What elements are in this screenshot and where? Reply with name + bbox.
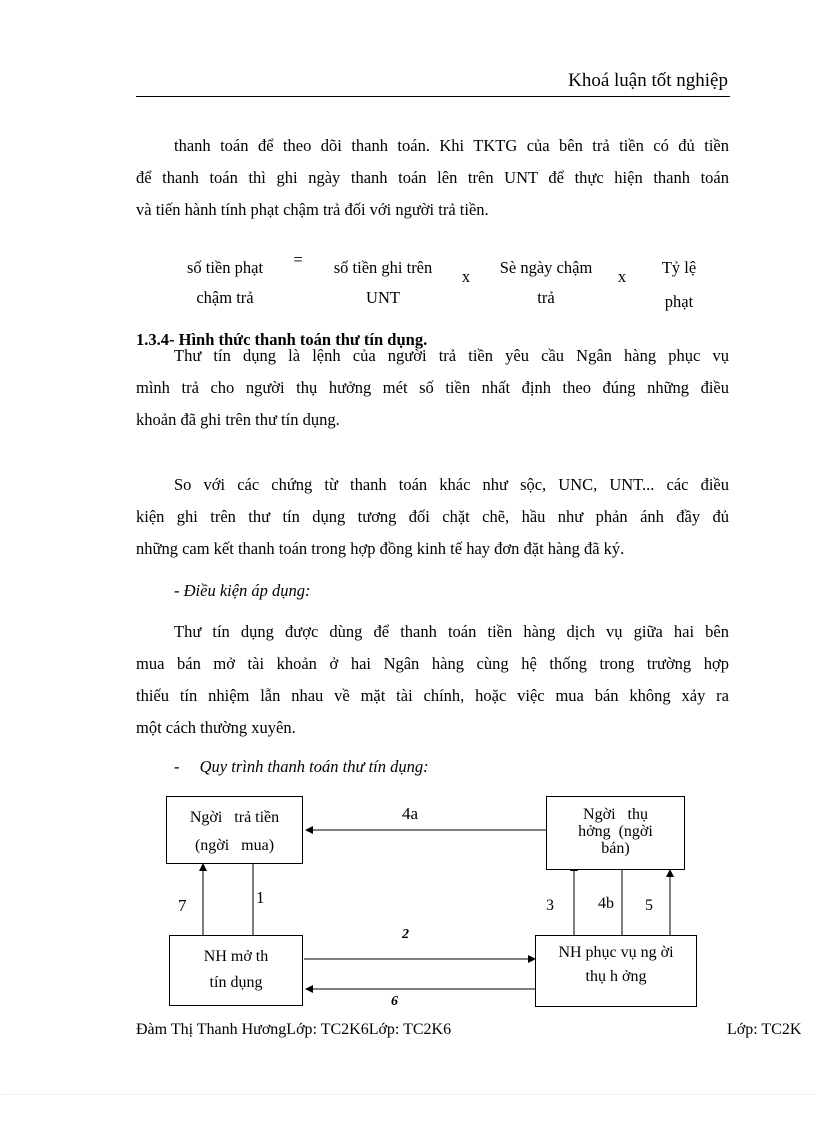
paragraph-line: Thư tín dụng là lệnh của người trả tiền yêu cầu Ngân hàng phục vụ bbox=[174, 346, 729, 365]
paragraph-line: những cam kết thanh toán trong hợp đồng kinh tế hay đơn đặt hàng đã ký. bbox=[136, 539, 625, 558]
payee-box-line: bán) bbox=[601, 840, 630, 857]
payee-box-line: hởng (ngời bbox=[578, 823, 653, 840]
arrow-label-4b: 4b bbox=[598, 895, 614, 912]
issuing-bank-box-line: tín dụng bbox=[209, 974, 263, 991]
page-bottom-divider bbox=[0, 1094, 816, 1095]
formula-term-line: UNT bbox=[366, 288, 400, 307]
arrow-label-2: 2 bbox=[402, 927, 409, 942]
paragraph-line: thiếu tín nhiệm lẫn nhau về mặt tài chính, hoặc việc mua bán không xảy ra bbox=[136, 686, 729, 705]
paragraph-line: mình trả cho người thụ hưởng mét số tiền nhất định theo đúng những điều bbox=[136, 378, 729, 397]
paragraph-line: Thư tín dụng được dùng để thanh toán tiền hàng dịch vụ giữa hai bên bbox=[174, 622, 729, 641]
paragraph-line: để thanh toán thì ghi ngày thanh toán lên trên UNT để thực hiện thanh toán bbox=[136, 168, 729, 187]
paragraph-line: và tiến hành tính phạt chậm trả đối với người trả tiền. bbox=[136, 200, 489, 219]
issuing-bank-box-line: NH mở th bbox=[203, 948, 269, 965]
serving-bank-box-line: NH phục vụ ng ời bbox=[558, 944, 674, 961]
payer-box-line: (ngời mua) bbox=[194, 837, 275, 854]
conditions-label: - Điều kiện áp dụng: bbox=[174, 581, 311, 600]
arrow-label-1: 1 bbox=[256, 888, 265, 907]
paragraph-line: So với các chứng từ thanh toán khác như sộc, UNC, UNT... các điều bbox=[174, 475, 729, 494]
formula-term-line: trả bbox=[537, 288, 555, 307]
footer-class: Lớp: TC2K bbox=[727, 1021, 802, 1038]
serving-bank-box-line: thụ h ởng bbox=[585, 968, 647, 985]
formula-times: x bbox=[461, 267, 471, 286]
section-heading: 1.3.4- Hình thức thanh toán thư tín dụng. bbox=[136, 330, 428, 349]
paragraph-line: một cách thường xuyên. bbox=[136, 718, 296, 737]
payer-box-line: Ngời trả tiền bbox=[189, 809, 280, 826]
arrow-label-5: 5 bbox=[645, 897, 653, 914]
payee-box-line: Ngời thụ bbox=[583, 806, 648, 823]
serving-bank-box bbox=[535, 935, 697, 1007]
formula-equals: = bbox=[293, 250, 303, 269]
paragraph-line: mua bán mở tài khoản ở hai Ngân hàng cùng hệ thống trong trường hợp bbox=[136, 654, 729, 673]
formula-term-line: Tỷ lệ bbox=[661, 258, 697, 277]
formula-times: x bbox=[617, 267, 627, 286]
formula-term-line: Sè ngày chậm bbox=[499, 258, 593, 277]
arrow-label-7: 7 bbox=[178, 896, 187, 915]
paragraph-line: kiện ghi trên thư tín dụng tương đối chặt chẽ, hầu như phản ánh đầy đủ bbox=[136, 507, 729, 526]
formula-term-line: số tiền phạt bbox=[186, 258, 264, 277]
process-label-dash: - bbox=[174, 757, 180, 776]
running-header-title: Khoá luận tốt nghiệp bbox=[568, 70, 728, 91]
paragraph-line: khoản đã ghi trên thư tín dụng. bbox=[136, 410, 340, 429]
payee-box bbox=[546, 796, 685, 870]
formula-term-line: phạt bbox=[664, 292, 694, 311]
formula-term-line: chậm trả bbox=[196, 288, 254, 307]
payer-box bbox=[166, 796, 303, 864]
arrow-label-3: 3 bbox=[546, 897, 554, 914]
issuing-bank-box bbox=[169, 935, 303, 1006]
arrow-label-6: 6 bbox=[391, 994, 398, 1009]
process-label-text: Quy trình thanh toán thư tín dụng: bbox=[199, 757, 429, 776]
paragraph-line: thanh toán để theo dõi thanh toán. Khi TKTG của bên trả tiền có đủ tiền bbox=[174, 136, 729, 155]
formula-term-line: số tiền ghi trên bbox=[333, 258, 433, 277]
footer-author-class: Đàm Thị Thanh HươngLớp: TC2K6Lớp: TC2K6 bbox=[136, 1021, 452, 1038]
arrow-label-4a: 4a bbox=[402, 804, 419, 823]
